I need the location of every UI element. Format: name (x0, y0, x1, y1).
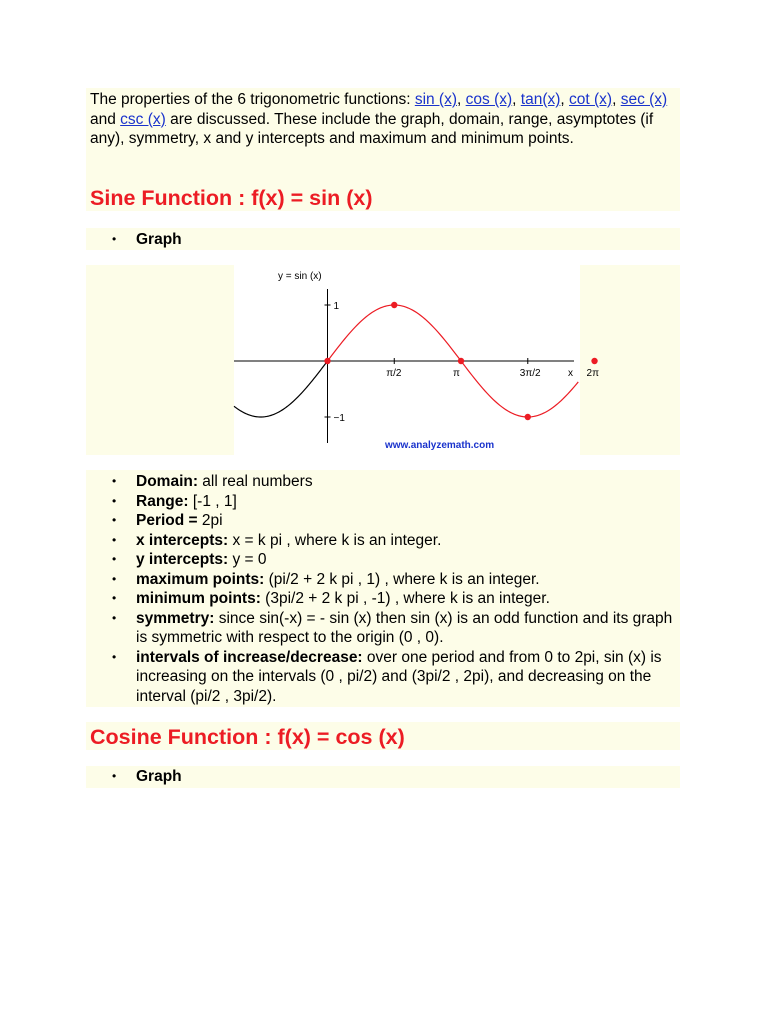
property-value: x = k pi , where k is an integer. (228, 531, 442, 549)
cosine-graph-label: Graph (136, 768, 182, 785)
property-item (112, 472, 684, 492)
key-point (391, 302, 397, 308)
separator: , (512, 91, 521, 108)
x-tick-label: π/2 (386, 368, 402, 379)
link-cos[interactable]: cos (x) (465, 91, 513, 108)
separator: , (612, 91, 621, 108)
chart-layer (234, 289, 599, 443)
property-value: all real numbers (198, 473, 313, 490)
property-label: y intercepts: (136, 551, 229, 568)
property-label: x intercepts: (136, 531, 229, 549)
property-item (112, 511, 684, 531)
property-item (112, 648, 684, 707)
separator: and (90, 110, 121, 128)
property-item (112, 550, 684, 570)
property-value: over one period and from 0 to 2pi, sin (x) is increasing on the intervals (0 , pi/2) and (3pi/2 , 2pi), and decreasing on the interval (pi/2 , 3pi/2). (136, 648, 662, 705)
bullet-dot: • (112, 571, 117, 586)
property-label: Period = (136, 512, 198, 529)
sine-properties-list (112, 472, 684, 706)
bullet-dot: • (112, 232, 117, 246)
bullet-dot: • (112, 649, 117, 664)
property-item (112, 570, 684, 590)
x-tick-label: π (453, 368, 460, 379)
property-value: [-1 , 1] (188, 492, 237, 510)
property-value: since sin(-x) = - sin (x) then sin (x) is an odd function and its graph is symmetric with respect to the origin (0 , 0). (136, 609, 673, 646)
property-label: maximum points: (136, 570, 265, 588)
intro-text-end: are discussed. These include the graph, domain, range, asymptotes (if any), symmetry, x and y intercepts and maximum and minimum points. (90, 110, 654, 147)
separator: , (560, 91, 570, 108)
link-sin[interactable]: sin (x) (414, 91, 458, 108)
y-tick-label: −1 (333, 413, 345, 424)
chart-title: y = sin (x) (278, 271, 322, 282)
link-csc[interactable]: csc (x) (120, 110, 166, 128)
link-cot[interactable]: cot (x) (569, 91, 613, 108)
bullet-dot: • (112, 591, 117, 605)
cosine-heading: Cosine Function : f(x) = cos (x) (90, 725, 405, 749)
property-label: Range: (136, 492, 189, 510)
key-point (458, 358, 464, 364)
x-axis-label: x (568, 368, 573, 379)
link-sec[interactable]: sec (x) (620, 91, 668, 108)
property-item (112, 609, 684, 648)
property-item (112, 589, 684, 609)
property-item (112, 492, 684, 512)
sine-curve-segment-0 (234, 361, 328, 417)
sine-heading: Sine Function : f(x) = sin (x) (90, 186, 373, 210)
intro-text-start: The properties of the 6 trigonometric functions: (90, 91, 415, 108)
x-tick-label: 3π/2 (519, 368, 541, 379)
key-point (525, 414, 531, 420)
sine-graph-label: Graph (136, 231, 182, 248)
bullet-dot: • (112, 610, 117, 625)
property-label: Domain: (136, 473, 198, 490)
bullet-dot: • (112, 474, 117, 488)
property-value: (3pi/2 + 2 k pi , -1) , where k is an integer. (260, 590, 550, 607)
property-label: intervals of increase/decrease: (136, 648, 363, 666)
x-tick-label: 2π (586, 368, 600, 379)
sine-graph (234, 265, 600, 455)
bullet-dot: • (112, 513, 117, 527)
property-label: minimum points: (136, 590, 261, 607)
property-label: symmetry: (136, 609, 215, 627)
sine-chart (234, 265, 600, 455)
key-point (591, 358, 597, 364)
bullet-dot: • (112, 552, 117, 566)
link-tan[interactable]: tan(x) (520, 91, 561, 108)
property-value: 2pi (197, 512, 223, 529)
chart-watermark: www.analyzemath.com (385, 440, 495, 451)
intro-paragraph (90, 90, 680, 149)
bullet-dot: • (112, 769, 117, 783)
bullet-dot: • (112, 532, 117, 547)
separator: , (457, 91, 466, 108)
property-item (112, 531, 684, 551)
y-tick-label: 1 (333, 301, 340, 312)
property-value: y = 0 (228, 551, 267, 568)
key-point (324, 358, 330, 364)
property-value: (pi/2 + 2 k pi , 1) , where k is an integer. (264, 570, 540, 588)
bullet-dot: • (112, 493, 117, 508)
